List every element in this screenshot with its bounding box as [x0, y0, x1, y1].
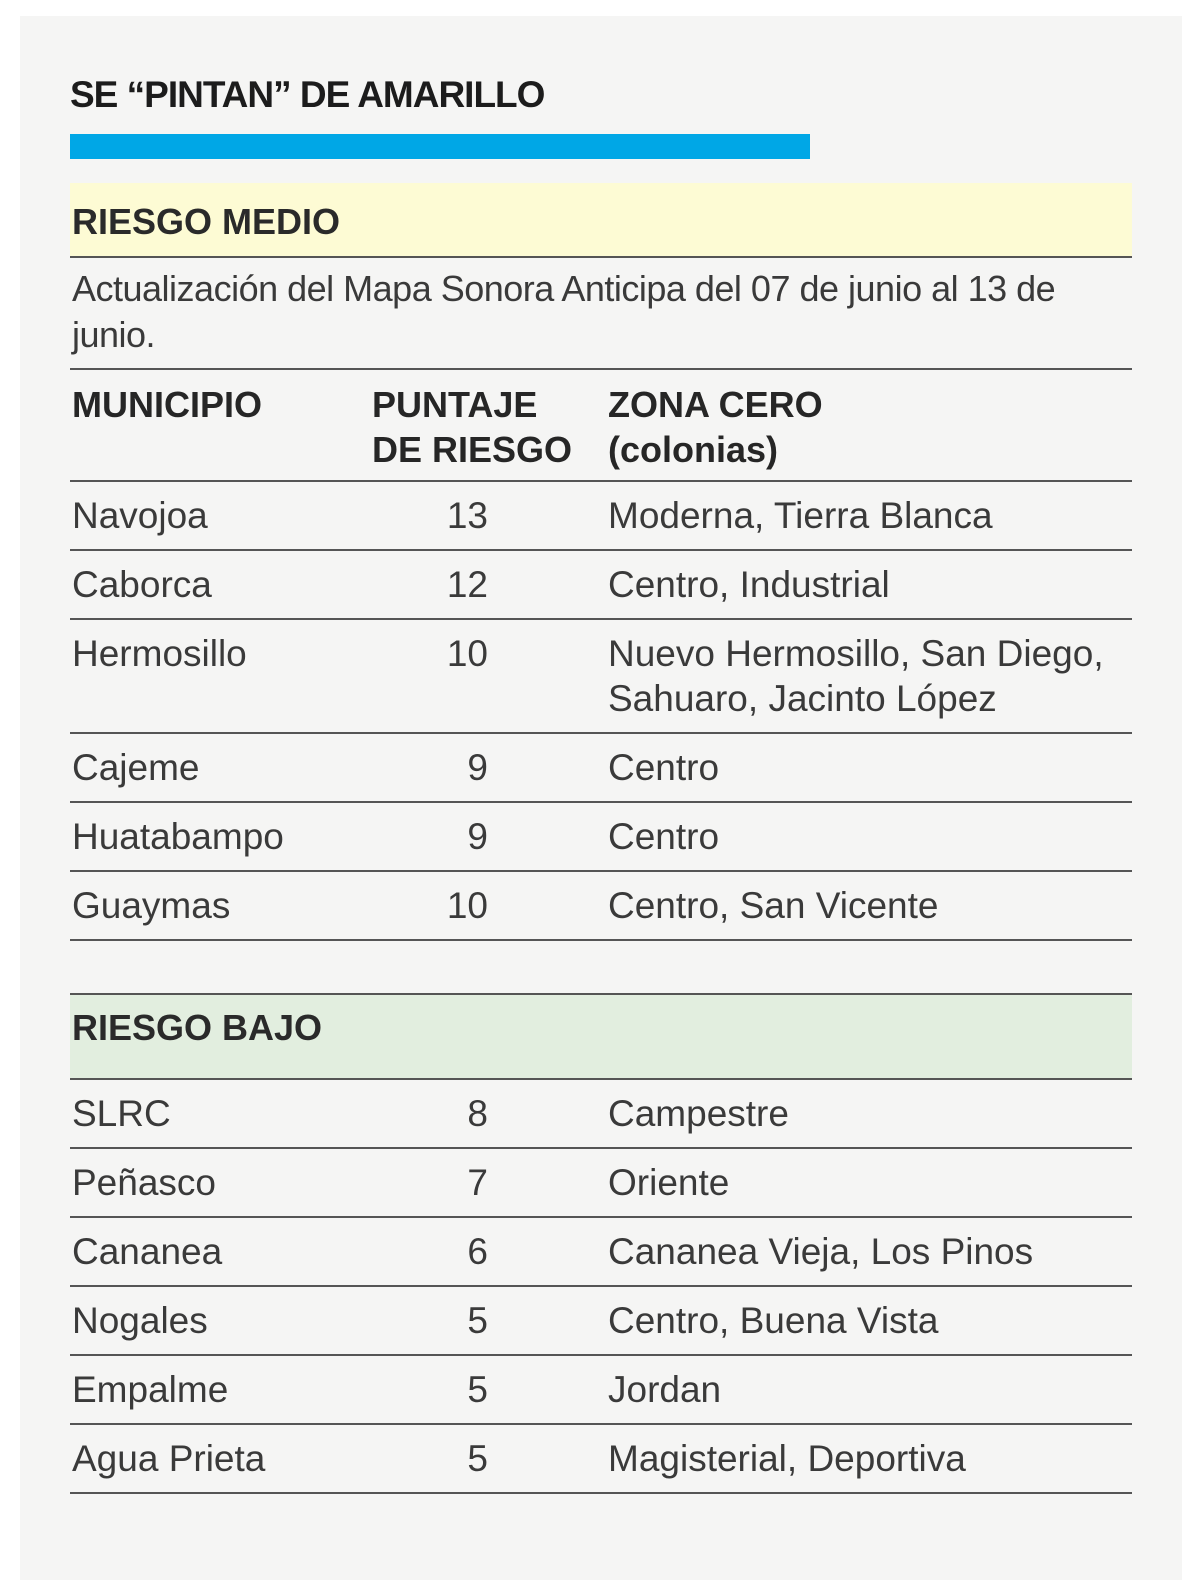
cell-zona: Centro: [608, 816, 720, 857]
cell-municipio: Agua Prieta: [72, 1438, 266, 1479]
cell-municipio: Caborca: [72, 564, 212, 605]
cell-municipio: Hermosillo: [72, 633, 247, 674]
table-row: [70, 1080, 1132, 1149]
table-row: [70, 1425, 1132, 1494]
cell-zona: Moderna, Tierra Blanca: [608, 495, 993, 536]
column-header-puntaje: [372, 382, 592, 472]
table-row: [70, 482, 1132, 551]
cell-puntaje: 7: [467, 1162, 488, 1203]
cell-puntaje: 5: [467, 1438, 488, 1479]
table-row: [70, 620, 1132, 734]
table-row: [70, 803, 1132, 872]
cell-zona: Centro, Industrial: [608, 564, 890, 605]
table-row: [70, 1287, 1132, 1356]
cell-municipio: Empalme: [72, 1369, 229, 1410]
cell-municipio: Huatabampo: [72, 816, 284, 857]
cell-zona: Nuevo Hermosillo, San Diego, Sahuaro, Jacinto López: [608, 633, 1104, 719]
cell-zona: Magisterial, Deportiva: [608, 1438, 966, 1479]
cell-puntaje: 5: [467, 1369, 488, 1410]
table-row: [70, 1356, 1132, 1425]
column-header-municipio: [72, 382, 262, 427]
cell-zona: Campestre: [608, 1093, 789, 1134]
table-row: [70, 872, 1132, 941]
cell-puntaje: 6: [467, 1231, 488, 1272]
cell-zona: Centro, Buena Vista: [608, 1300, 939, 1341]
title-accent-bar: [70, 134, 810, 159]
cell-zona: Jordan: [608, 1369, 722, 1410]
column-header-puntaje-line1: PUNTAJE: [372, 384, 538, 425]
cell-puntaje: 13: [446, 495, 488, 536]
column-header-puntaje-line2: DE RIESGO: [372, 429, 573, 470]
cell-municipio: Peñasco: [72, 1162, 216, 1203]
table-row: [70, 1149, 1132, 1218]
cell-municipio: Nogales: [72, 1300, 208, 1341]
cell-zona: Cananea Vieja, Los Pinos: [608, 1231, 1034, 1272]
update-note: Actualización del Mapa Sonora Anticipa del 07 de junio al 13 de junio.: [72, 268, 1056, 355]
cell-puntaje: 8: [467, 1093, 488, 1134]
cell-municipio: Cajeme: [72, 747, 200, 788]
infographic-panel: [20, 16, 1182, 1580]
cell-puntaje: 10: [446, 885, 488, 926]
infographic-title: SE “PINTAN” DE AMARILLO: [70, 74, 545, 115]
cell-zona: Centro: [608, 747, 720, 788]
cell-municipio: Cananea: [72, 1231, 223, 1272]
column-header-municipio-label: MUNICIPIO: [72, 384, 263, 425]
riesgo-medio-table: [70, 482, 1132, 941]
cell-puntaje: 12: [446, 564, 488, 605]
riesgo-medio-header: RIESGO MEDIO: [70, 183, 1132, 258]
cell-municipio: Guaymas: [72, 885, 231, 926]
riesgo-bajo-header: RIESGO BAJO: [70, 993, 1132, 1080]
cell-zona: Centro, San Vicente: [608, 885, 939, 926]
cell-puntaje: 5: [467, 1300, 488, 1341]
cell-zona: Oriente: [608, 1162, 730, 1203]
column-header-zona-line1: ZONA CERO: [608, 384, 823, 425]
riesgo-bajo-table: [70, 1080, 1132, 1494]
cell-puntaje: 9: [467, 747, 488, 788]
cell-municipio: SLRC: [72, 1093, 171, 1134]
column-header-zona-cero: [608, 382, 908, 472]
cell-puntaje: 9: [467, 816, 488, 857]
cell-municipio: Navojoa: [72, 495, 208, 536]
table-row: [70, 551, 1132, 620]
table-row: [70, 734, 1132, 803]
table-row: [70, 1218, 1132, 1287]
cell-puntaje: 10: [446, 633, 488, 674]
column-header-zona-line2: (colonias): [608, 429, 779, 470]
table-header: [70, 368, 1132, 482]
